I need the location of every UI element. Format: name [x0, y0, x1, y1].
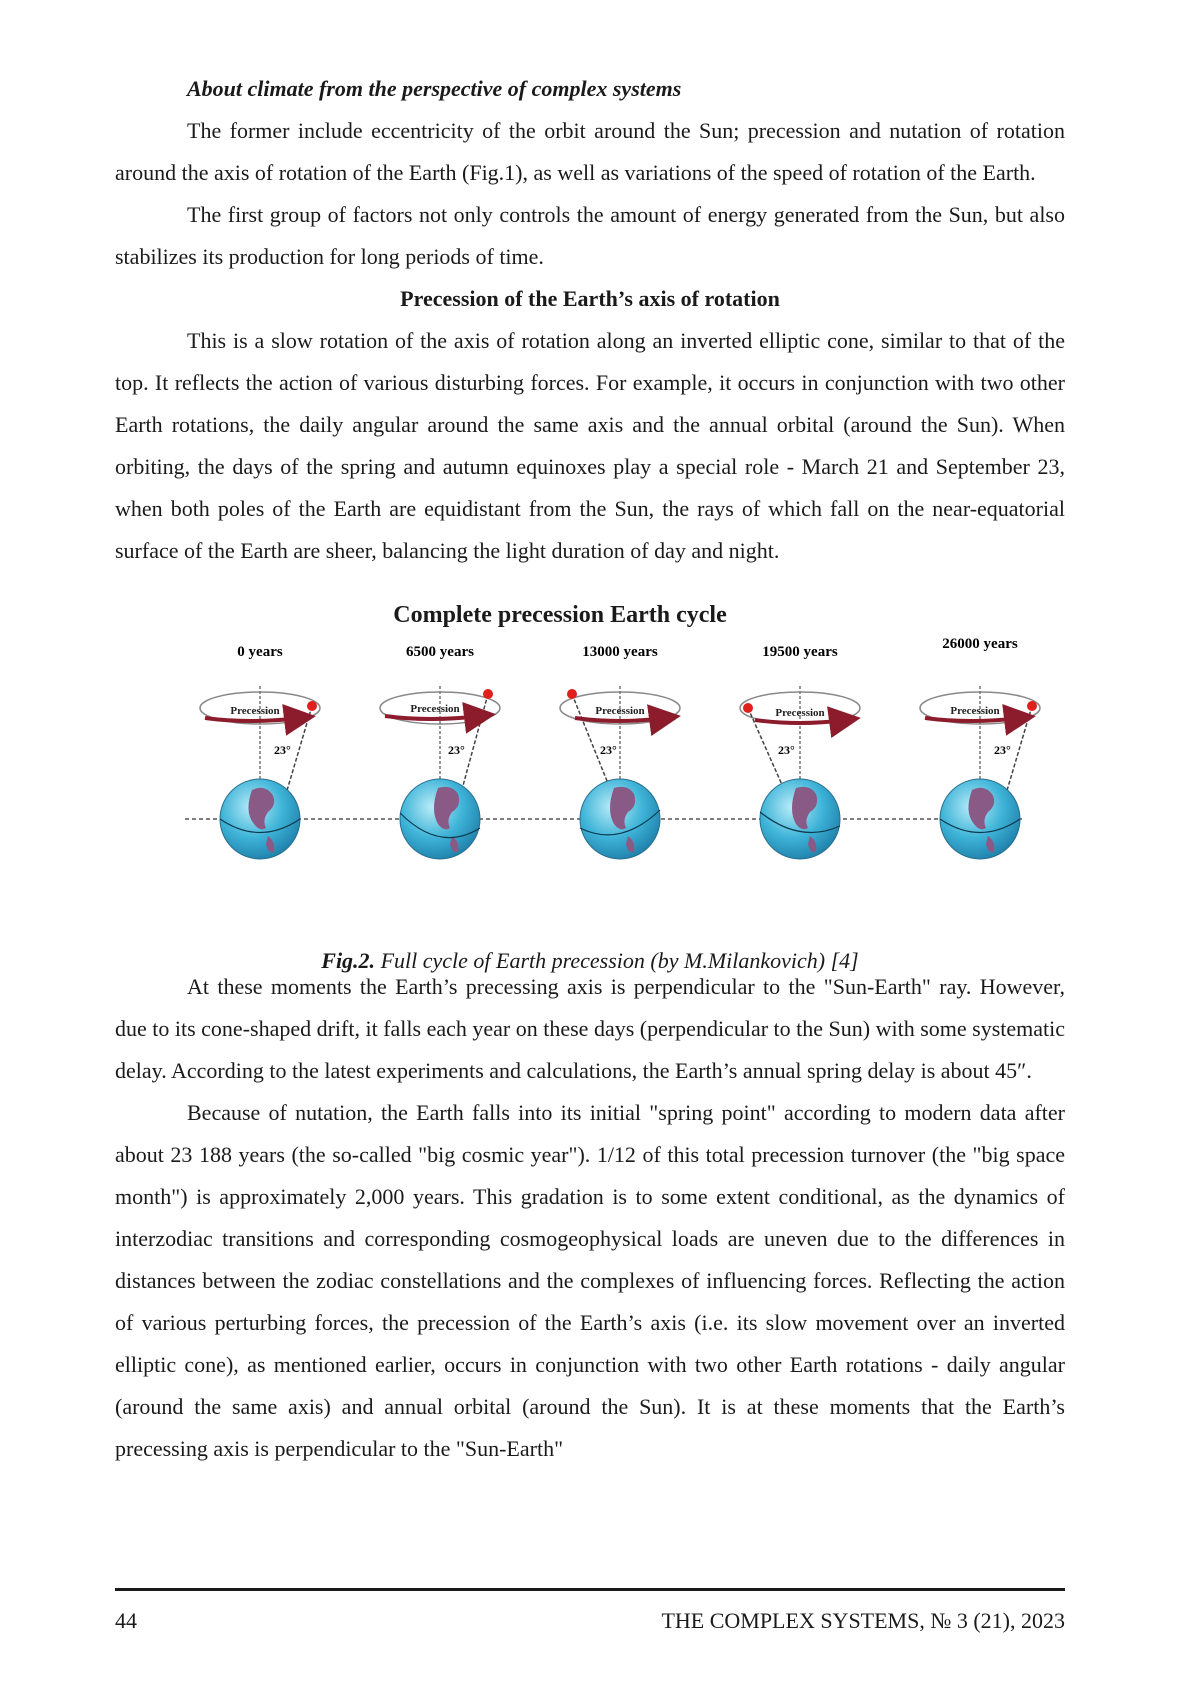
running-head: About climate from the perspective of complex systems [187, 76, 682, 101]
paragraph-2: The first group of factors not only controls the amount of energy generated from the Sun, but also stabilizes its production for long periods of time. [115, 202, 1065, 269]
precession-arrow [385, 716, 480, 719]
precession-label: Precession [950, 705, 1000, 717]
paragraph-3: This is a slow rotation of the axis of rotation along an inverted elliptic cone, similar to that of the top. It reflects the action of various disturbing forces. For example, it occurs in conjunction with two other Earth rotations, the daily angular around the same axis and the annual orbital (around the Sun). When orbiting, the days of the spring and autumn equinoxes play a special role - March 21 and September 23, when both poles of the Earth are equidistant from the Sun, the rays of which fall on the near-equatorial surface of the Earth are sheer, balancing the light duration of day and night. [115, 328, 1065, 563]
pole-marker [1027, 701, 1037, 711]
tilt-angle-label: 23° [778, 743, 795, 757]
stage-years-label: 6500 years [406, 644, 474, 660]
stage-years-label: 0 years [237, 644, 283, 660]
section-heading: Precession of the Earth’s axis of rotation [400, 286, 780, 311]
precession-arrow [925, 718, 1020, 721]
stage-years-label: 13000 years [582, 644, 658, 660]
stage-years-label: 26000 years [942, 638, 1018, 652]
paragraph-5: Because of nutation, the Earth falls into its initial "spring point" according to modern data after about 23 188 years (the so-called "big cosmic year"). 1/12 of this total precession turnover (the "big space month") is approximately 2,000 years. This gradation is to some extent conditional, as the dynamics of interzodiac transitions and corresponding cosmogeophysical loads are uneven due to the differences in distances between the zodiac constellations and the complexes of influencing forces. Reflecting the action of various perturbing forces, the precession of the Earth’s axis (i.e. its slow movement over an inverted elliptic cone), as mentioned earlier, occurs in conjunction with two other Earth rotations - daily angular (around the same axis) and annual orbital (around the Sun). It is at these moments that the Earth’s precessing axis is perpendicular to the "Sun-Earth" [115, 1100, 1065, 1461]
precession-label: Precession [230, 705, 280, 717]
page-body [115, 68, 1065, 1470]
precession-label: Precession [595, 705, 645, 717]
figure-caption-label: Fig.2. [321, 948, 376, 973]
footer-rule [115, 1588, 1065, 1591]
paragraph-1: The former include eccentricity of the orbit around the Sun; precession and nutation of rotation around the axis of rotation of the Earth (Fig.1), as well as variations of the speed of rotation of the Earth. [115, 118, 1065, 185]
precession-arrow [205, 718, 300, 721]
tilt-angle-label: 23° [994, 743, 1011, 757]
figure-caption-text: Full cycle of Earth precession (by M.Milankovich) [4] [375, 948, 859, 973]
figure-title: Complete precession Earth cycle [393, 602, 727, 628]
precession-stage-3 [740, 644, 860, 859]
precession-label: Precession [410, 703, 460, 715]
pole-marker [483, 689, 493, 699]
precession-stage-0 [200, 644, 320, 859]
paragraph-4: At these moments the Earth’s precessing axis is perpendicular to the "Sun-Earth" ray. However, due to its cone-shaped drift, it falls each year on these days (perpendicular to the Sun) with some systematic delay. According to the latest experiments and calculations, the Earth’s annual spring delay is about 45″. [115, 974, 1065, 1083]
precession-figure [115, 598, 1065, 940]
stage-years-label: 19500 years [762, 644, 838, 660]
precession-stage-1 [380, 644, 500, 859]
tilt-angle-label: 23° [274, 743, 291, 757]
precession-diagram [180, 638, 1060, 908]
precession-stage-4 [920, 638, 1040, 859]
journal-name: THE COMPLEX SYSTEMS, № 3 (21), 2023 [661, 1608, 1065, 1633]
precession-arrow [755, 720, 845, 723]
pole-marker [567, 689, 577, 699]
pole-marker [743, 703, 753, 713]
pole-marker [307, 701, 317, 711]
page-footer [115, 1606, 1065, 1636]
tilt-angle-label: 23° [600, 743, 617, 757]
precession-label: Precession [775, 707, 825, 719]
page-number: 44 [115, 1608, 137, 1633]
tilt-angle-label: 23° [448, 743, 465, 757]
precession-stage-2 [560, 644, 680, 859]
